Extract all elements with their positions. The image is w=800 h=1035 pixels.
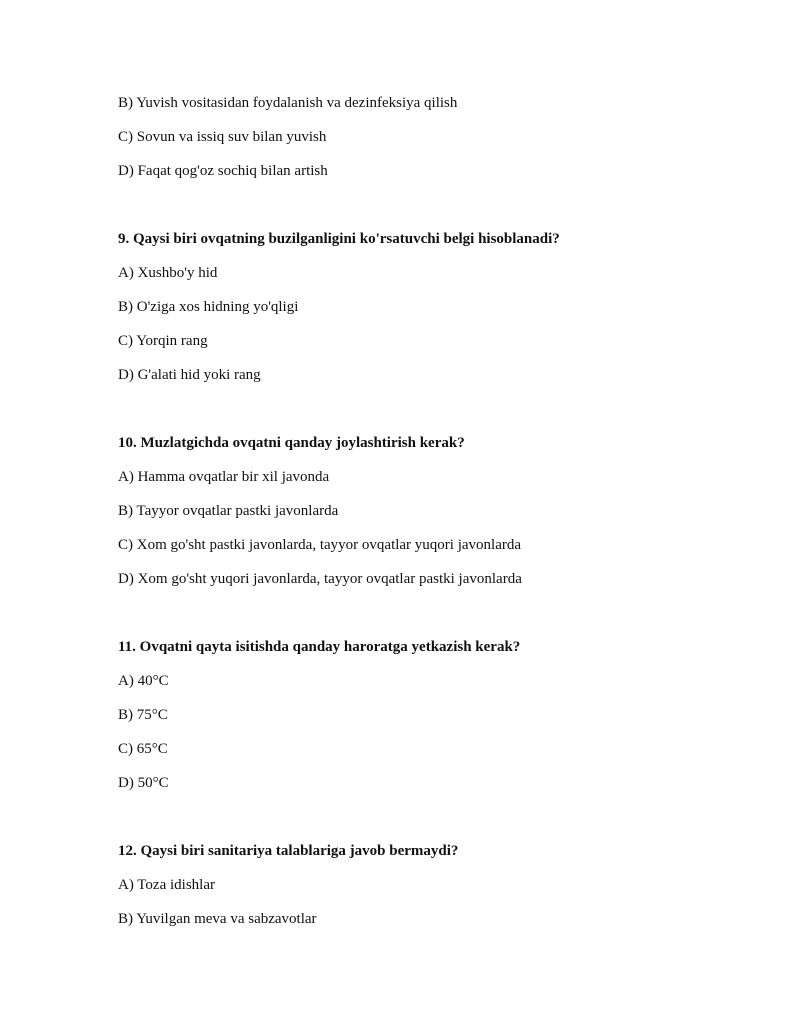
option-10-a: A) Hamma ovqatlar bir xil javonda — [118, 469, 330, 485]
question-11 — [118, 636, 758, 794]
option-10-b: B) Tayyor ovqatlar pastki javonlarda — [118, 503, 339, 519]
option-9-b: B) O'ziga xos hidning yo'qligi — [118, 299, 299, 315]
option-12-b: B) Yuvilgan meva va sabzavotlar — [118, 911, 317, 927]
question-10 — [118, 432, 758, 590]
option-9-d: D) G'alati hid yoki rang — [118, 367, 261, 383]
option-8-b: B) Yuvish vositasidan foydalanish va dezinfeksiya qilish — [118, 95, 458, 111]
question-10-text: 10. Muzlatgichda ovqatni qanday joylashtirish kerak? — [118, 435, 465, 451]
question-9-text: 9. Qaysi biri ovqatning buzilganligini ko'rsatuvchi belgi hisoblanadi? — [118, 231, 560, 247]
question-12 — [118, 840, 758, 930]
option-10-c: C) Xom go'sht pastki javonlarda, tayyor ovqatlar yuqori javonlarda — [118, 537, 522, 553]
question-12-text: 12. Qaysi biri sanitariya talablariga javob bermaydi? — [118, 843, 459, 859]
option-11-b: B) 75°C — [118, 707, 168, 723]
document-page — [118, 92, 758, 942]
option-11-d: D) 50°C — [118, 775, 169, 791]
option-11-a: A) 40°C — [118, 673, 169, 689]
option-9-c: C) Yorqin rang — [118, 333, 208, 349]
option-11-c: C) 65°C — [118, 741, 168, 757]
question-11-text: 11. Ovqatni qayta isitishda qanday haroratga yetkazish kerak? — [118, 639, 521, 655]
option-12-a: A) Toza idishlar — [118, 877, 215, 893]
question-8-continuation — [118, 92, 758, 182]
option-9-a: A) Xushbo'y hid — [118, 265, 218, 281]
option-8-c: C) Sovun va issiq suv bilan yuvish — [118, 129, 327, 145]
option-10-d: D) Xom go'sht yuqori javonlarda, tayyor ovqatlar pastki javonlarda — [118, 571, 522, 587]
question-9 — [118, 228, 758, 386]
option-8-d: D) Faqat qog'oz sochiq bilan artish — [118, 163, 328, 179]
